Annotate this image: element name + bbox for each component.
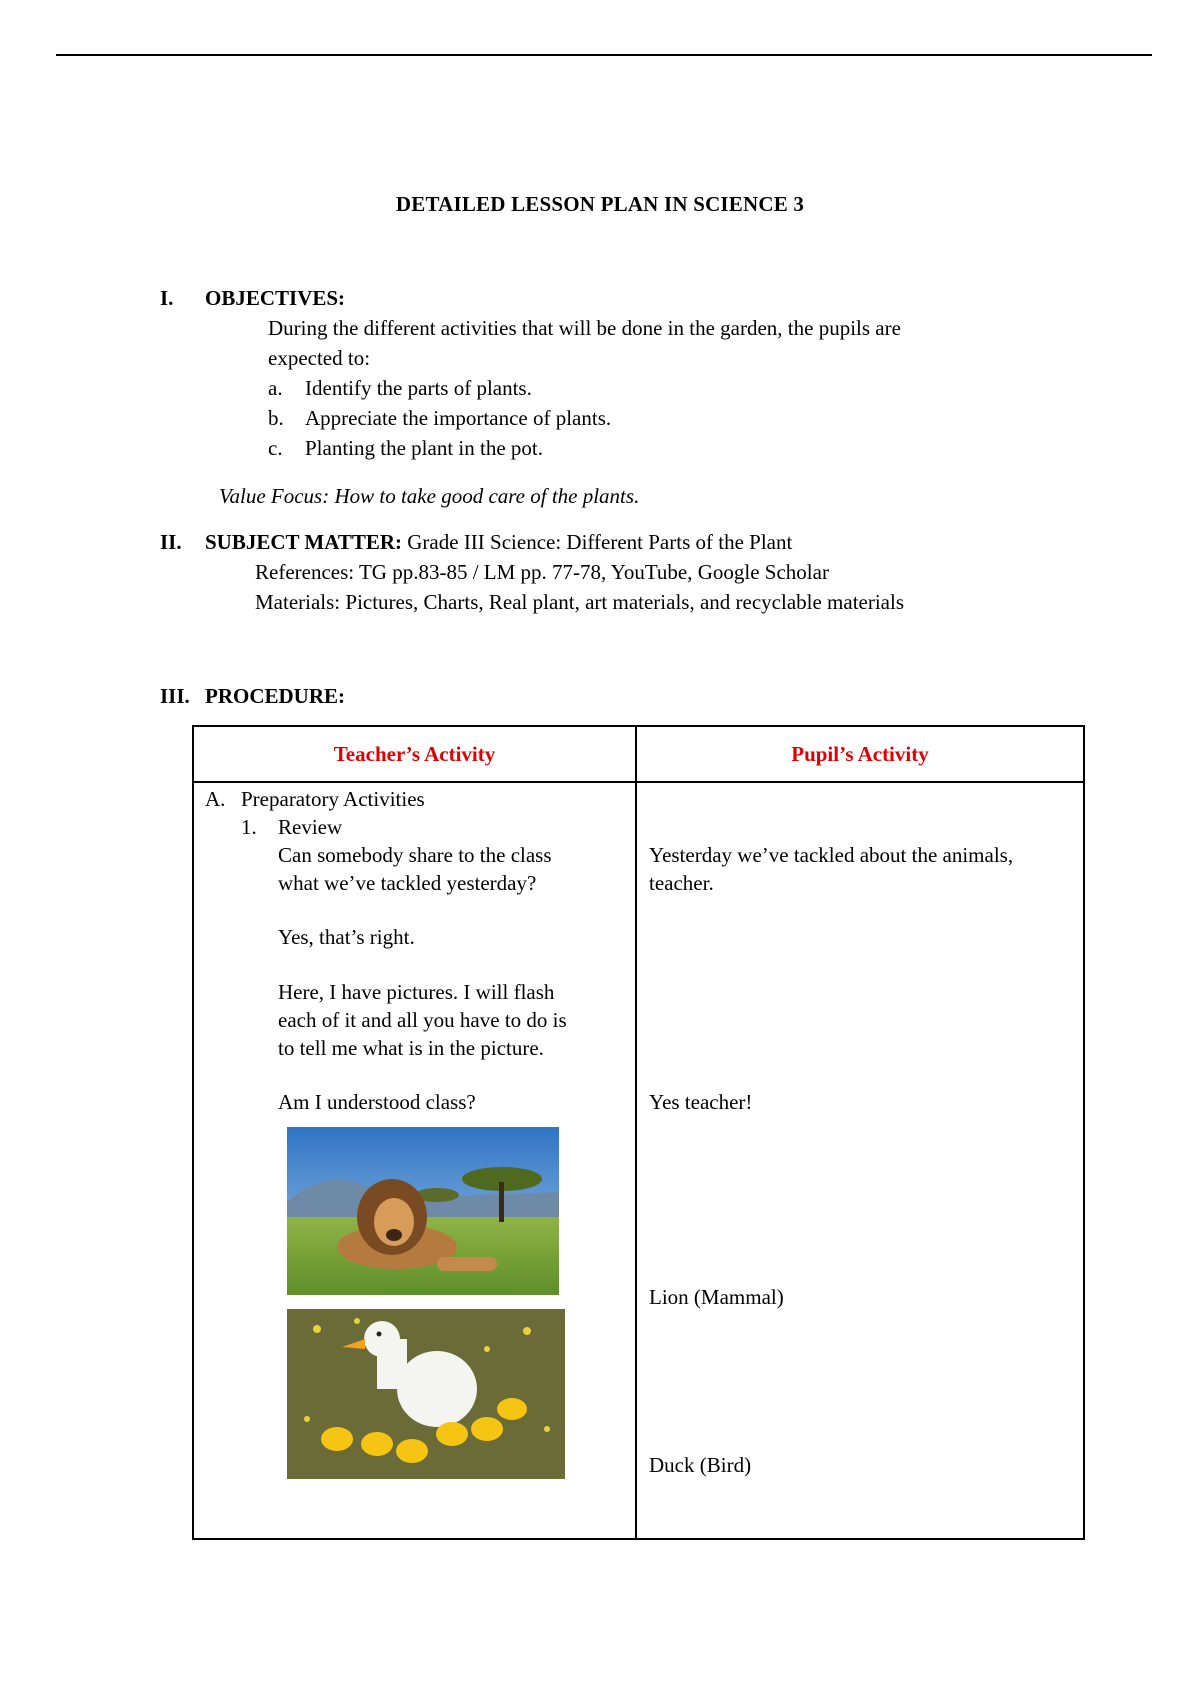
duck-photo bbox=[287, 1309, 565, 1479]
teacher-activity-cell bbox=[193, 782, 636, 1539]
procedure-number: III. bbox=[160, 684, 190, 708]
step-number: 1. bbox=[241, 815, 257, 839]
pupil-answer: Duck (Bird) bbox=[649, 1453, 752, 1477]
objective-letter: a. bbox=[268, 376, 283, 400]
value-focus: Value Focus: How to take good care of the plants. bbox=[219, 484, 640, 508]
objectives-intro-line1: During the different activities that will be done in the garden, the pupils are bbox=[268, 316, 901, 340]
objective-item: Planting the plant in the pot. bbox=[305, 436, 543, 460]
subject-matter-number: II. bbox=[160, 530, 182, 554]
objective-letter: c. bbox=[268, 436, 283, 460]
pupil-answer: Yes teacher! bbox=[649, 1090, 753, 1114]
document-title: DETAILED LESSON PLAN IN SCIENCE 3 bbox=[395, 192, 805, 216]
teacher-question: Am I understood class? bbox=[278, 1090, 476, 1114]
objectives-label: OBJECTIVES: bbox=[205, 286, 346, 310]
procedure-table bbox=[192, 725, 1085, 1540]
step-title: Review bbox=[278, 815, 343, 839]
pupil-activity-cell bbox=[636, 782, 1084, 1539]
references: References: TG pp.83-85 / LM pp. 77-78, YouTube, Google Scholar bbox=[255, 560, 829, 584]
objective-letter: b. bbox=[268, 406, 284, 430]
objective-item: Identify the parts of plants. bbox=[305, 376, 532, 400]
subject-matter-line bbox=[205, 527, 792, 557]
objectives-intro-line2: expected to: bbox=[268, 346, 371, 370]
lion-photo bbox=[287, 1127, 559, 1295]
section-letter: A. bbox=[205, 787, 226, 811]
teacher-activity-header: Teacher’s Activity bbox=[193, 726, 636, 782]
top-rule bbox=[56, 54, 1152, 56]
section-title: Preparatory Activities bbox=[241, 787, 425, 811]
teacher-question: Can somebody share to the class bbox=[278, 843, 552, 867]
pupil-answer: teacher. bbox=[649, 871, 714, 895]
pupil-answer: Lion (Mammal) bbox=[649, 1285, 784, 1309]
materials: Materials: Pictures, Charts, Real plant, art materials, and recyclable materials bbox=[255, 590, 905, 614]
teacher-instruction: to tell me what is in the picture. bbox=[278, 1036, 544, 1060]
teacher-instruction: Here, I have pictures. I will flash bbox=[278, 980, 555, 1004]
subject-matter-label: SUBJECT MATTER: bbox=[205, 530, 403, 554]
objective-item: Appreciate the importance of plants. bbox=[305, 406, 612, 430]
subject-matter-value: Grade III Science: Different Parts of the Plant bbox=[407, 530, 793, 554]
teacher-instruction: each of it and all you have to do is bbox=[278, 1008, 567, 1032]
pupil-activity-header: Pupil’s Activity bbox=[636, 726, 1084, 782]
objectives-number: I. bbox=[160, 286, 174, 310]
teacher-question: what we’ve tackled yesterday? bbox=[278, 871, 537, 895]
pupil-answer: Yesterday we’ve tackled about the animals, bbox=[649, 843, 1014, 867]
teacher-response: Yes, that’s right. bbox=[278, 925, 415, 949]
procedure-label: PROCEDURE: bbox=[205, 684, 345, 708]
